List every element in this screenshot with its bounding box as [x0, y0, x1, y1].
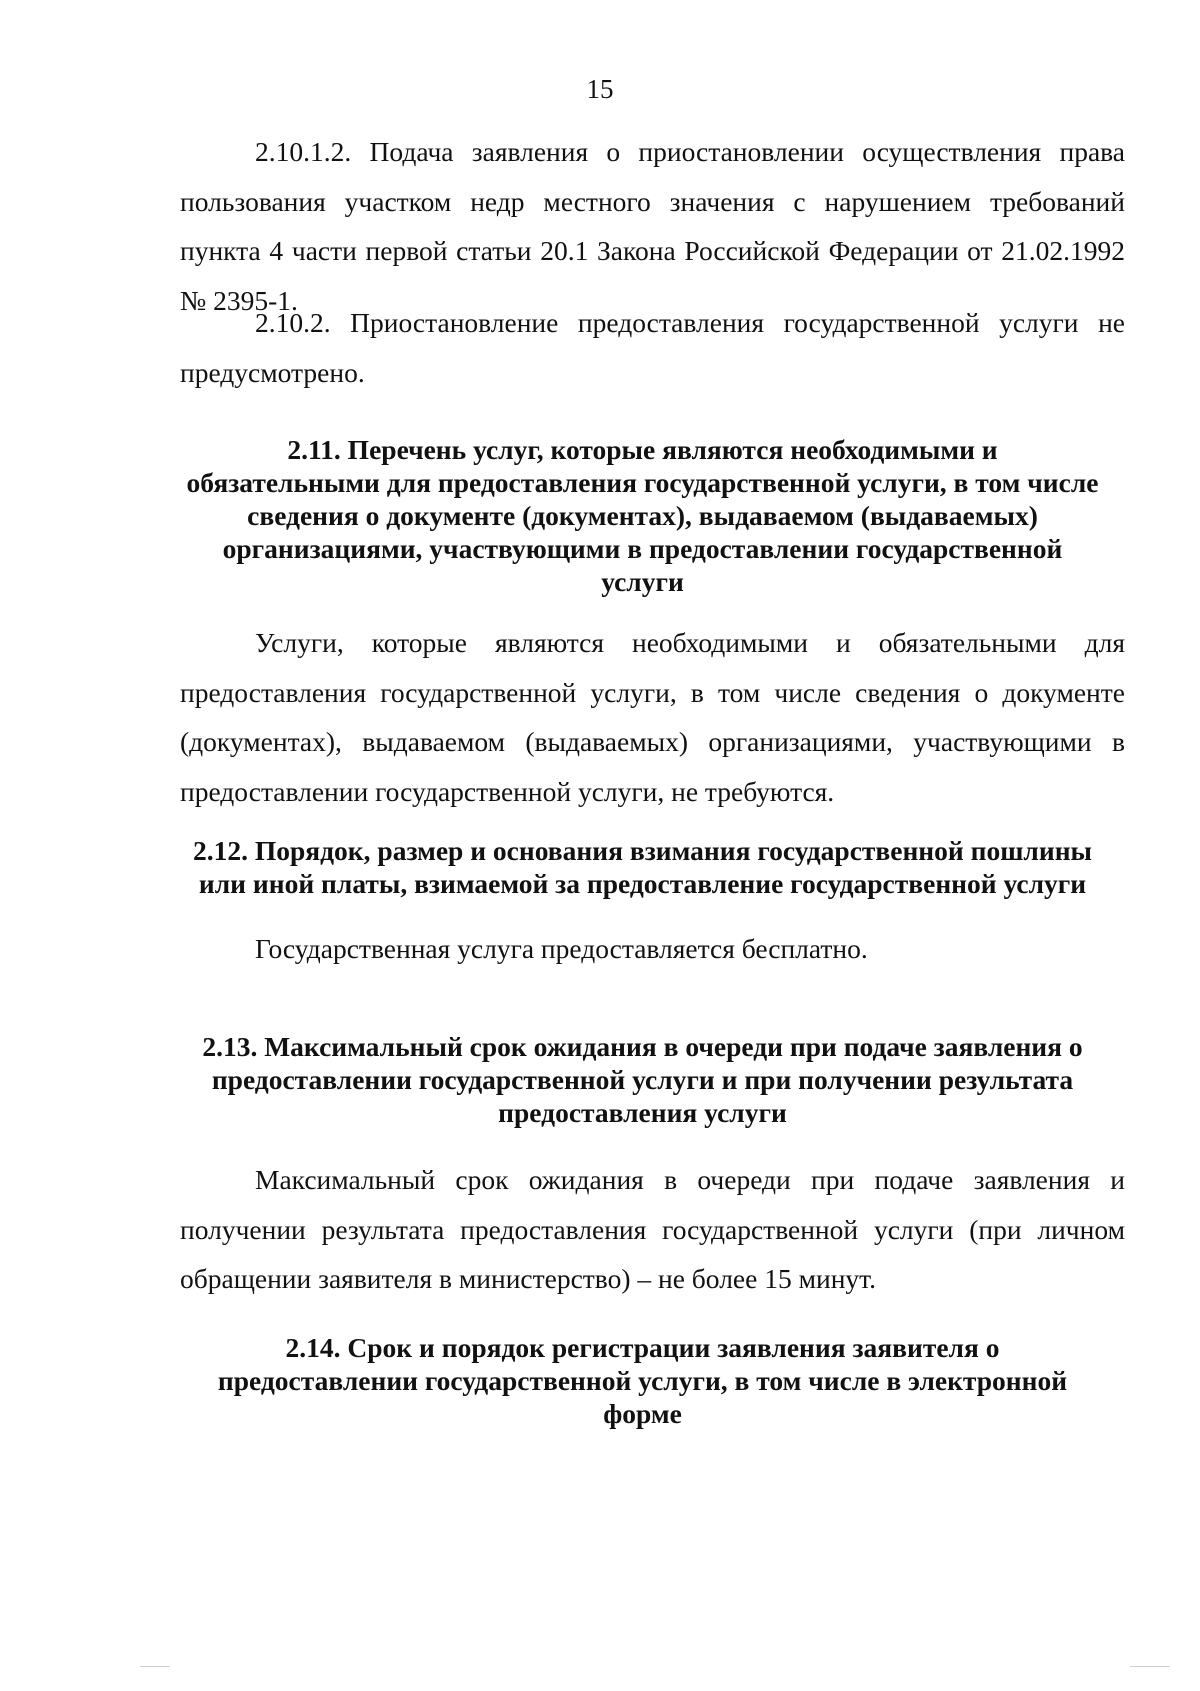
heading-line: обязательными для предоставления государственной услуги, в том числе — [186, 467, 1099, 498]
heading-2-12 — [160, 834, 1125, 900]
heading-line: форме — [603, 1398, 682, 1429]
paragraph-2-12: Государственная услуга предоставляется бесплатно. — [255, 933, 868, 964]
heading-2-13 — [160, 1030, 1125, 1129]
heading-2-11 — [160, 433, 1125, 598]
heading-line: 2.12. Порядок, размер и основания взимания государственной пошлины — [192, 835, 1093, 866]
heading-line: 2.13. Максимальный срок ожидания в очереди при подаче заявления о — [202, 1031, 1083, 1062]
heading-line: или иной платы, взимаемой за предоставление государственной услуги — [198, 868, 1087, 899]
heading-line: организациями, участвующими в предоставлении государственной — [222, 533, 1063, 564]
section-2-13-body — [180, 1155, 1125, 1304]
section-2-10-2 — [180, 298, 1125, 397]
paragraph-2-10-2: 2.10.2. Приостановление предоставления государственной услуги не предусмотрено. — [180, 307, 1125, 388]
heading-line: 2.11. Перечень услуг, которые являются необходимыми и — [287, 434, 998, 465]
heading-2-14 — [160, 1331, 1125, 1430]
page-number: 15 — [586, 74, 614, 104]
paragraph-2-13: Максимальный срок ожидания в очереди при подаче заявления и получении результата предоставления государственной услуги (при личном обращении заявителя в министерство) – не более 15 минут. — [180, 1164, 1125, 1294]
section-2-10-1-2 — [180, 127, 1125, 325]
scan-edge-mark — [140, 1666, 170, 1667]
section-2-11-body — [180, 618, 1125, 816]
heading-line: 2.14. Срок и порядок регистрации заявления заявителя о — [285, 1332, 1000, 1363]
heading-line: предоставлении государственной услуги, в том числе в электронной — [217, 1365, 1068, 1396]
heading-line: сведения о документе (документах), выдаваемом (выдаваемых) — [247, 500, 1038, 531]
heading-line: предоставлении государственной услуги и при получении результата — [211, 1064, 1074, 1095]
scan-edge-mark — [1130, 1666, 1170, 1667]
heading-line: услуги — [601, 566, 684, 597]
paragraph-2-11: Услуги, которые являются необходимыми и обязательными для предоставления государственной услуги, в том числе сведения о документе (документах), выдаваемом (выдаваемых) организациями, участвующими в предоставлении государственной услуги, не требуются. — [180, 627, 1125, 807]
heading-line: предоставления услуги — [498, 1097, 787, 1128]
paragraph-2-10-1-2: 2.10.1.2. Подача заявления о приостановлении осуществления права пользования участком недр местного значения с нарушением требований пункта 4 части первой статьи 20.1 Закона Российской Федерации от 21.02.1992 № 2395-1. — [180, 136, 1125, 316]
